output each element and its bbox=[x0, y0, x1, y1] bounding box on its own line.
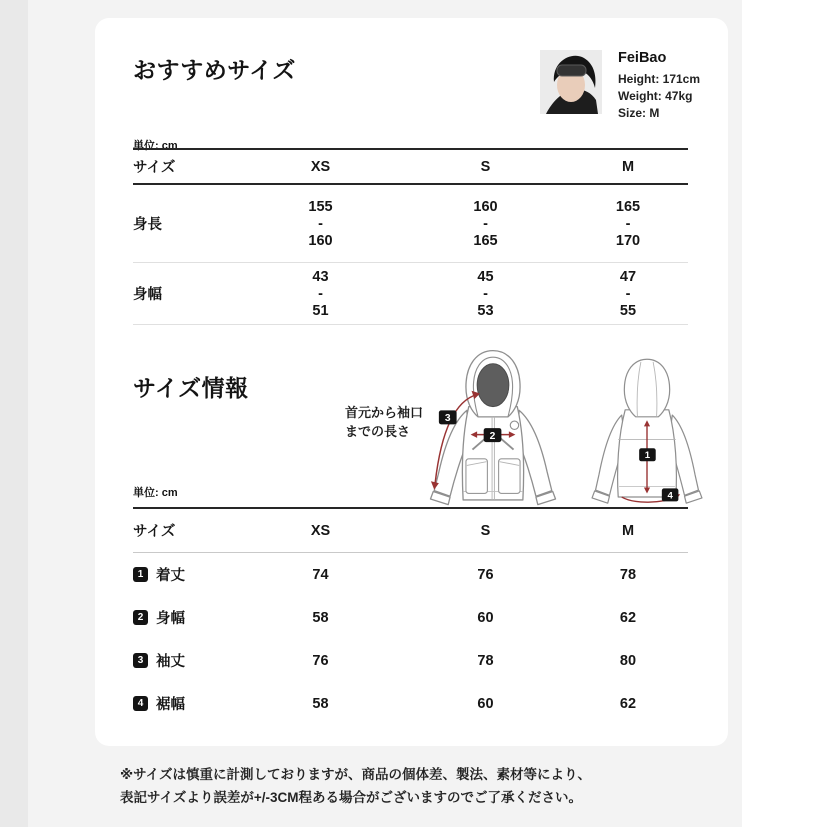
table-row bbox=[133, 185, 688, 263]
disclaimer-text bbox=[120, 764, 680, 809]
table1-header-size: サイズ bbox=[133, 160, 176, 176]
model-height: Height: 171cm bbox=[618, 72, 701, 86]
sleeve-annotation: 首元から袖口 までの長さ bbox=[345, 405, 424, 439]
section-title-size-info: サイズ情報 bbox=[133, 375, 249, 401]
table1-header-m: M bbox=[621, 158, 635, 175]
measure-badge-4 bbox=[662, 488, 679, 501]
model-name: FeiBao bbox=[618, 50, 667, 66]
unit-label-2: 単位: cm bbox=[133, 487, 178, 499]
measurement-diagrams bbox=[95, 343, 728, 515]
model-photo bbox=[540, 50, 602, 114]
section-title-recommended-size: おすすめサイズ bbox=[133, 57, 296, 83]
bodywidth-range-m: 47 - 55 bbox=[619, 268, 637, 319]
svg-text:1: 1 bbox=[644, 450, 651, 462]
svg-text:2: 2 bbox=[489, 430, 496, 442]
height-range-xs: 155 - 160 bbox=[308, 198, 333, 249]
svg-text:3: 3 bbox=[444, 413, 451, 425]
row-label-bodywidth: 身幅 bbox=[133, 287, 162, 303]
disclaimer-line-1: ※サイズは慎重に計測しておりますが、商品の個体差、製法、素材等により、 bbox=[120, 767, 592, 782]
background-strip bbox=[0, 0, 28, 827]
table2-header-size: サイズ bbox=[133, 524, 176, 540]
measure-badge-3 bbox=[439, 410, 457, 424]
model-photo-image bbox=[540, 50, 602, 114]
row-label-height: 身長 bbox=[133, 217, 162, 233]
size-guide-card bbox=[95, 18, 728, 746]
number-badge-2: 2 bbox=[133, 610, 148, 625]
jacket-front-diagram bbox=[417, 345, 569, 513]
number-badge-1: 1 bbox=[133, 567, 148, 582]
bodywidth-range-s: 45 - 53 bbox=[477, 268, 494, 319]
svg-text:4: 4 bbox=[667, 490, 673, 502]
table1-header-xs: XS bbox=[310, 158, 331, 175]
row-label-length: 1 着丈 bbox=[133, 564, 238, 585]
measure-badge-2 bbox=[484, 428, 502, 442]
table2-header-s: S bbox=[480, 522, 491, 539]
row-label-bodywidth2: 2 身幅 bbox=[133, 607, 238, 628]
height-range-s: 160 - 165 bbox=[473, 198, 498, 249]
jacket-back-diagram bbox=[577, 354, 717, 511]
row-label-sleeve: 3 袖丈 bbox=[133, 650, 238, 671]
size-info-table bbox=[133, 507, 688, 725]
model-info bbox=[618, 50, 700, 122]
number-badge-3: 3 bbox=[133, 653, 148, 668]
table-row: 4 裾幅 58 60 62 bbox=[133, 682, 688, 725]
model-weight: Weight: 47kg bbox=[618, 89, 693, 103]
unit-label-1: 単位: cm bbox=[133, 140, 178, 152]
table-row: 2 身幅 58 60 62 bbox=[133, 596, 688, 639]
recommended-size-table bbox=[133, 148, 688, 325]
model-size: Size: M bbox=[618, 106, 660, 120]
bodywidth-range-xs: 43 - 51 bbox=[312, 268, 329, 319]
table-row: 1 着丈 74 76 78 bbox=[133, 553, 688, 596]
disclaimer-line-2: 表記サイズより誤差が+/-3CM程ある場合がございますのでご了承ください。 bbox=[120, 789, 583, 805]
table-row bbox=[133, 263, 688, 325]
table1-header-row bbox=[133, 148, 688, 185]
table2-header-m: M bbox=[621, 522, 635, 539]
table2-header-row bbox=[133, 507, 688, 553]
measure-badge-1 bbox=[639, 448, 656, 461]
number-badge-4: 4 bbox=[133, 696, 148, 711]
height-range-m: 165 - 170 bbox=[615, 198, 641, 249]
table2-header-xs: XS bbox=[310, 522, 331, 539]
table1-header-s: S bbox=[480, 158, 491, 175]
row-label-hem: 4 裾幅 bbox=[133, 693, 238, 714]
table-row: 3 袖丈 76 78 80 bbox=[133, 639, 688, 682]
